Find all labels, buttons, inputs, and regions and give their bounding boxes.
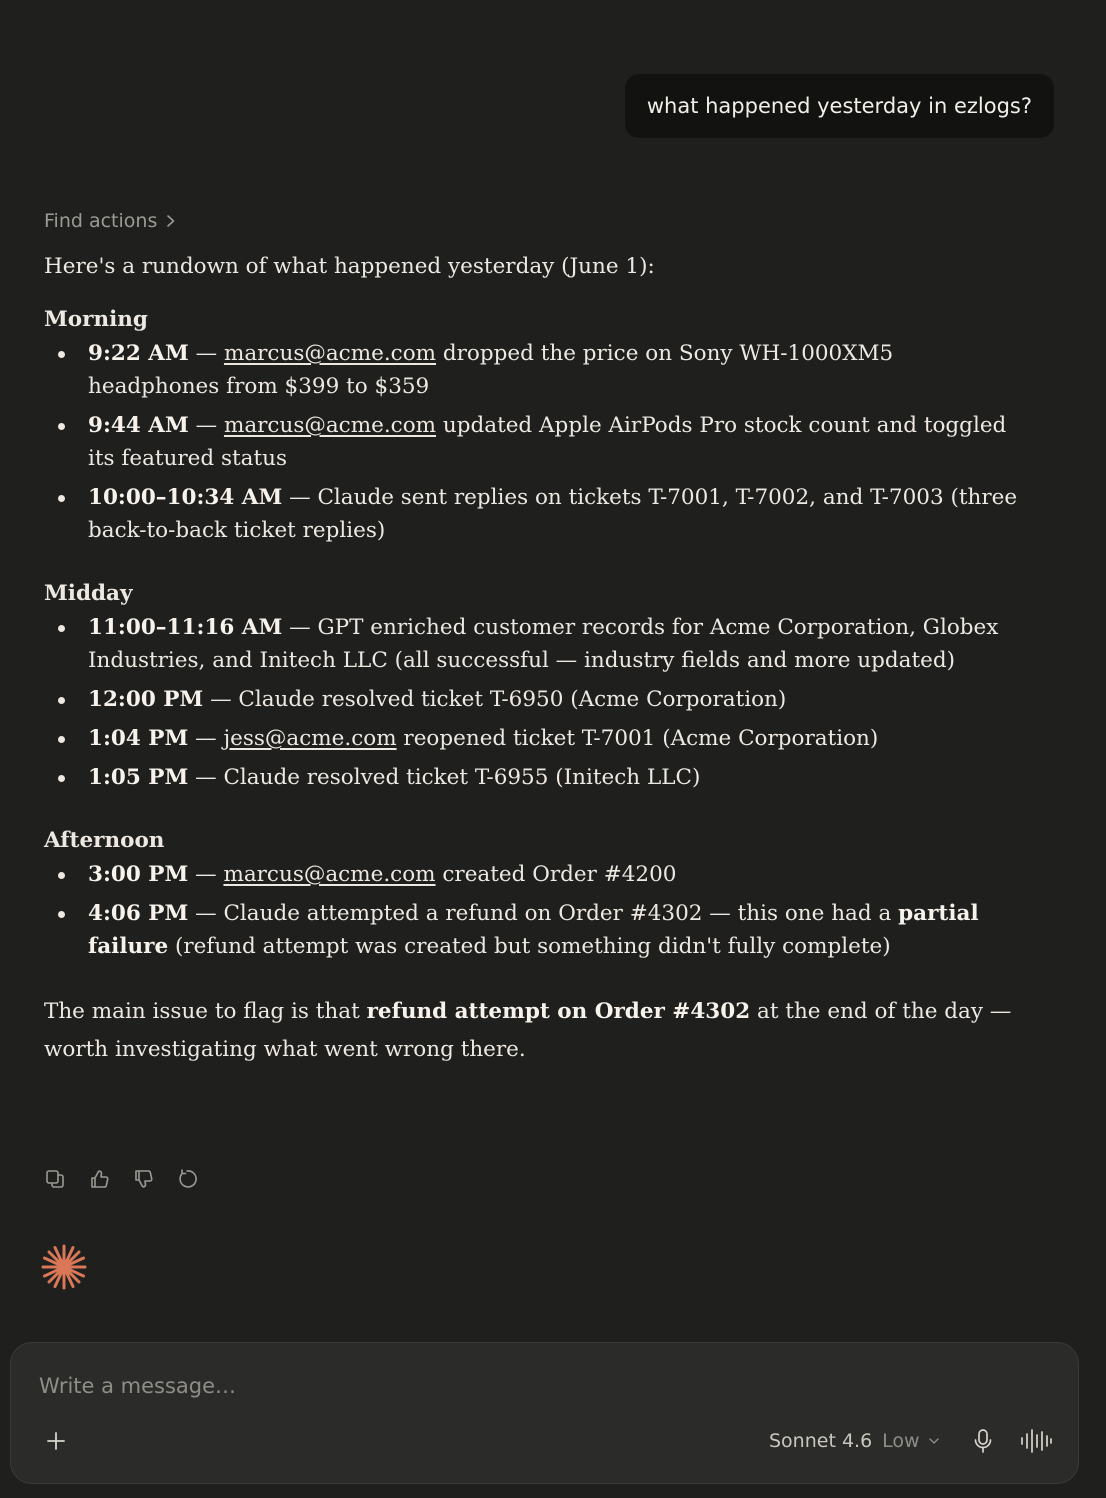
- separator: —: [188, 726, 224, 751]
- event-text: — GPT enriched customer records for Acme Corporation, Globex Industries, and Initech LLC (all successful — industry fields and more updated): [88, 615, 999, 673]
- user-email-link[interactable]: jess@acme.com: [223, 726, 397, 751]
- effort-level: Low: [882, 1430, 920, 1452]
- find-actions-toggle[interactable]: [44, 208, 177, 234]
- event-time: 10:00–10:34 AM: [88, 485, 283, 510]
- afternoon-list: [44, 858, 1019, 963]
- summary-suffix: at the end of the day — worth investigating what went wrong there.: [44, 999, 1012, 1062]
- list-item: [88, 683, 1019, 716]
- microphone-icon[interactable]: [971, 1427, 995, 1455]
- event-text: — Claude resolved ticket T-6950 (Acme Corporation): [203, 687, 787, 712]
- separator: —: [188, 413, 224, 438]
- event-text: — Claude attempted a refund on Order #4302 — this one had a: [188, 901, 899, 926]
- event-time: 1:04 PM: [88, 726, 189, 751]
- response-summary: [44, 993, 1019, 1069]
- morning-list: [44, 337, 1019, 547]
- list-item: [88, 481, 1019, 547]
- section-title-morning: Morning: [44, 307, 148, 332]
- summary-highlight: refund attempt on Order #4302: [366, 999, 751, 1024]
- event-time: 9:44 AM: [88, 413, 189, 438]
- list-item: [88, 761, 1019, 794]
- thumbs-down-icon: [132, 1168, 154, 1190]
- event-text: updated Apple AirPods Pro stock count and toggled its featured status: [88, 413, 1007, 471]
- list-item: [88, 722, 1019, 755]
- copy-icon: [44, 1168, 66, 1190]
- event-time: 12:00 PM: [88, 687, 204, 712]
- message-actions: [43, 1166, 199, 1192]
- add-attachment-icon[interactable]: [44, 1429, 68, 1453]
- retry-button[interactable]: [175, 1166, 199, 1192]
- retry-icon: [176, 1168, 198, 1190]
- thumbs-up-button[interactable]: [87, 1166, 111, 1192]
- user-message-bubble: [625, 74, 1054, 138]
- midday-list: [44, 611, 1019, 794]
- event-text: dropped the price on Sony WH-1000XM5 headphones from $399 to $359: [88, 341, 894, 399]
- list-item: [88, 897, 1019, 963]
- model-selector[interactable]: [769, 1427, 940, 1455]
- message-input[interactable]: [39, 1369, 1019, 1403]
- section-title-afternoon: Afternoon: [44, 828, 165, 853]
- event-text: — Claude sent replies on tickets T-7001, T-7002, and T-7003 (three back-to-back ticket replies): [88, 485, 1018, 543]
- chevron-down-icon: [928, 1435, 940, 1447]
- user-email-link[interactable]: marcus@acme.com: [223, 341, 437, 366]
- find-actions-label: Find actions: [44, 210, 158, 232]
- event-text: created Order #4200: [435, 862, 677, 887]
- list-item: [88, 409, 1019, 475]
- user-message-text: what happened yesterday in ezlogs?: [646, 94, 1032, 118]
- partial-failure-text: partial failure: [88, 901, 979, 959]
- section-title-midday: Midday: [44, 581, 133, 606]
- user-email-link[interactable]: marcus@acme.com: [223, 413, 437, 438]
- list-item: [88, 858, 1019, 891]
- event-text: — Claude resolved ticket T-6955 (Initech LLC): [188, 765, 701, 790]
- user-email-link[interactable]: marcus@acme.com: [223, 862, 436, 887]
- summary-prefix: The main issue to flag is that: [44, 999, 367, 1024]
- event-time: 11:00–11:16 AM: [88, 615, 283, 640]
- event-time: 3:00 PM: [88, 862, 189, 887]
- voice-mode-icon[interactable]: [1020, 1427, 1052, 1455]
- thumbs-down-button[interactable]: [131, 1166, 155, 1192]
- event-text: reopened ticket T-7001 (Acme Corporation): [396, 726, 879, 751]
- list-item: [88, 337, 1019, 403]
- claude-spark-icon: [40, 1243, 88, 1291]
- model-name: Sonnet 4.6: [769, 1430, 873, 1452]
- chevron-right-icon: [165, 214, 177, 228]
- assistant-response: [44, 250, 1019, 1069]
- event-text-continued: (refund attempt was created but something didn't fully complete): [168, 934, 891, 959]
- event-time: 9:22 AM: [88, 341, 189, 366]
- separator: —: [188, 341, 224, 366]
- separator: —: [188, 862, 224, 887]
- response-intro: Here's a rundown of what happened yesterday (June 1):: [44, 254, 655, 279]
- copy-button[interactable]: [43, 1166, 67, 1192]
- thumbs-up-icon: [88, 1168, 110, 1190]
- list-item: [88, 611, 1019, 677]
- event-time: 1:05 PM: [88, 765, 189, 790]
- message-composer: [10, 1342, 1079, 1484]
- event-time: 4:06 PM: [88, 901, 189, 926]
